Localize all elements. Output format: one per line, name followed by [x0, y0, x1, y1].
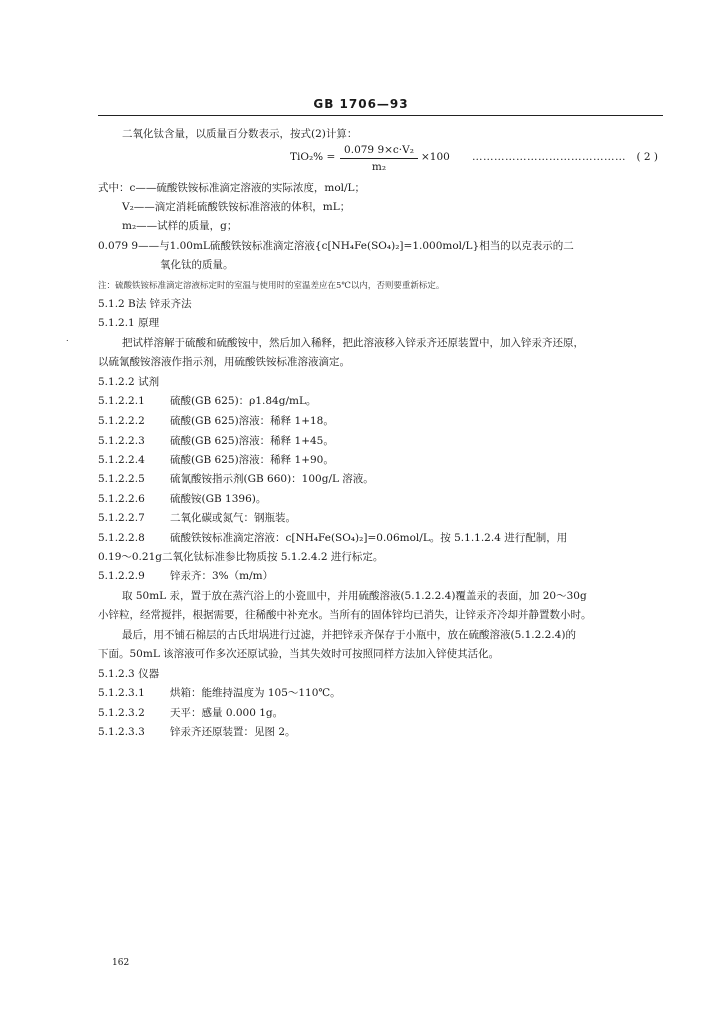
formula-2	[290, 143, 660, 179]
reagent-text: 硫酸铁铵标准滴定溶液：c[NH₄Fe(SO₄)₂]=0.06mol/L。按 5.1.1.2.4 进行配制，用	[170, 532, 568, 544]
principle-line-2: 以硫氰酸铵溶液作指示剂，用硫酸铁铵标准溶液滴定。	[98, 356, 350, 368]
reagent-text: 硫酸(GB 625)溶液：稀释 1+18。	[170, 415, 334, 427]
reagent-number: 5.1.2.2.1	[98, 395, 145, 407]
reagent-text: 硫酸(GB 625)溶液：稀释 1+90。	[170, 454, 334, 466]
reagent-number: 5.1.2.2.3	[98, 435, 145, 447]
instrument-text: 锌汞齐还原装置：见图 2。	[170, 726, 296, 738]
formula-denominator: m₂	[371, 161, 387, 173]
section-5-1-2: 5.1.2 B法 锌汞齐法	[98, 298, 192, 310]
where-line-2: V₂——滴定消耗硫酸铁铵标准溶液的体积，mL；	[122, 201, 351, 213]
fraction-bar	[340, 158, 418, 159]
formula-fraction	[340, 143, 418, 174]
formula-leader-dots: ……………………………………	[472, 151, 626, 163]
reagent-text: 二氧化碳或氮气：钢瓶装。	[170, 512, 296, 524]
instrument-text: 烘箱：能维持温度为 105～110℃。	[170, 687, 341, 699]
reagent-number: 5.1.2.2.6	[98, 493, 145, 505]
amalgam-para-2-line-2: 下面。50mL 该溶液可作多次还原试验，当其失效时可按照同样方法加入锌使其活化。	[98, 648, 500, 660]
instrument-text: 天平：感量 0.000 1g。	[170, 707, 284, 719]
reagent-number: 5.1.2.2.4	[98, 454, 145, 466]
reagent-text: 锌汞齐：3%（m/m）	[170, 570, 274, 582]
reagent-number: 5.1.2.2.8	[98, 532, 145, 544]
where-line-4: 0.079 9——与1.00mL硫酸铁铵标准滴定溶液{c[NH₄Fe(SO₄)₂]=1.000mol/L}相当的以克表示的二	[98, 240, 574, 252]
standard-header: GB 1706—93	[313, 97, 409, 111]
where-line-1: 式中：c——硫酸铁铵标准滴定溶液的实际浓度，mol/L；	[98, 182, 366, 194]
reagent-text: 硫酸(GB 625)溶液：稀释 1+45。	[170, 435, 334, 447]
amalgam-para-1-line-2: 小锌粒，经常搅拌，根据需要，往稀酸中补充水。当所有的固体锌均已消失，让锌汞齐冷却并静置数小时。	[98, 609, 592, 621]
reagent-text: 硫酸(GB 625)：ρ1.84g/mL。	[170, 395, 317, 407]
reagent-number: 5.1.2.2.2	[98, 415, 145, 427]
reagent-8-continuation: 0.19～0.21g二氧化钛标准参比物质按 5.1.2.4.2 进行标定。	[98, 551, 384, 563]
where-line-5: 氧化钛的质量。	[160, 259, 234, 271]
page-number: 162	[112, 958, 130, 968]
where-line-3: m₂——试样的质量，g；	[122, 220, 238, 232]
amalgam-para-2-line-1: 最后，用不铺石棉层的古氏坩埚进行过滤，并把锌汞齐保存于小瓶中，放在硫酸溶液(5.1.2.2.4)的	[122, 629, 576, 641]
stray-mark: .	[66, 334, 69, 343]
note-text: 注：硫酸铁铵标准滴定溶液标定时的室温与使用时的室温差应在5℃以内，否则要重新标定。	[98, 281, 445, 291]
reagent-text: 硫氰酸铵指示剂(GB 660)：100g/L 溶液。	[170, 473, 374, 485]
equation-number: ( 2 )	[636, 151, 658, 163]
section-5-1-2-2: 5.1.2.2 试剂	[98, 376, 160, 388]
formula-intro: 二氧化钛含量，以质量百分数表示，按式(2)计算：	[122, 128, 358, 140]
section-5-1-2-3: 5.1.2.3 仪器	[98, 668, 160, 680]
reagent-number: 5.1.2.2.5	[98, 473, 145, 485]
instrument-number: 5.1.2.3.2	[98, 707, 145, 719]
section-5-1-2-1: 5.1.2.1 原理	[98, 317, 160, 329]
reagent-number: 5.1.2.2.9	[98, 570, 145, 582]
formula-numerator: 0.079 9×c·V₂	[344, 144, 414, 156]
reagent-number: 5.1.2.2.7	[98, 512, 145, 524]
header-rule	[98, 115, 663, 116]
instrument-number: 5.1.2.3.3	[98, 726, 145, 738]
amalgam-para-1-line-1: 取 50mL 汞，置于放在蒸汽浴上的小瓷皿中，并用硫酸溶液(5.1.2.2.4)覆盖汞的表面，加 20～30g	[122, 590, 587, 602]
reagent-text: 硫酸铵(GB 1396)。	[170, 493, 267, 505]
formula-lhs: TiO₂% =	[290, 151, 336, 163]
formula-tail: ×100	[421, 151, 450, 163]
instrument-number: 5.1.2.3.1	[98, 687, 145, 699]
principle-line-1: 把试样溶解于硫酸和硫酸铵中，然后加入稀释，把此溶液移入锌汞齐还原装置中，加入锌汞齐还原，	[122, 337, 584, 349]
